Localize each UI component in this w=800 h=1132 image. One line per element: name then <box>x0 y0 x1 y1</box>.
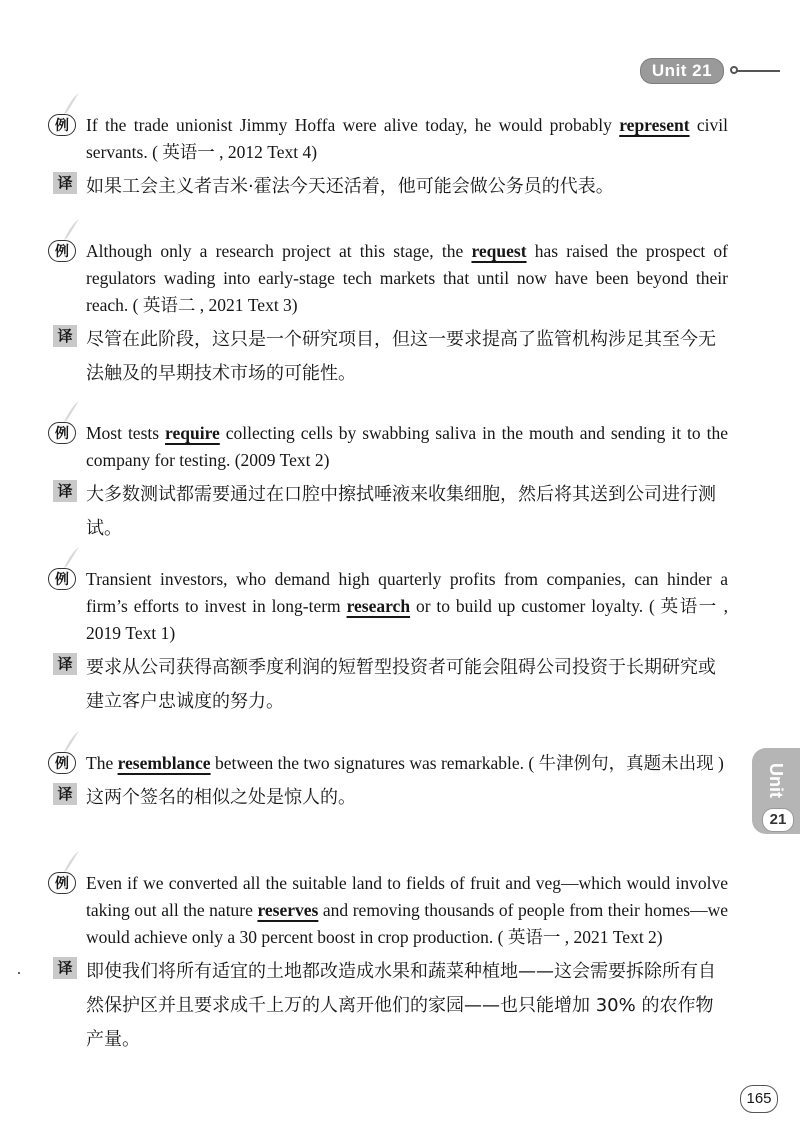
keyword: research <box>346 596 411 616</box>
side-unit-label: Unit <box>766 763 786 798</box>
example-badge: 例 <box>48 114 76 136</box>
example-text: If the trade unionist Jimmy Hoffa were alive today, he would probably represent civil servants. ( 英语一 , 2012 Text 4) <box>86 115 728 162</box>
example-sentence <box>48 238 728 319</box>
scan-speck <box>18 972 20 974</box>
example-block-5 <box>48 750 728 815</box>
example-text: Transient investors, who demand high quarterly profits from companies, can hinder a firm’s efforts to invest in long-term research or to build up customer loyalty. ( 英语一 , 2019 Text 1) <box>86 569 729 643</box>
translation-text: 如果工会主义者吉米·霍法今天还活着，他可能会做公务员的代表。 <box>86 176 614 197</box>
translation-badge: 译 <box>53 480 77 502</box>
example-badge: 例 <box>48 422 76 444</box>
translation-text: 尽管在此阶段，这只是一个研究项目，但这一要求提高了监管机构涉足其至今无法触及的早期技术市场的可能性。 <box>86 329 716 384</box>
translation-badge: 译 <box>53 957 77 979</box>
unit-label: Unit 21 <box>640 58 724 84</box>
translation-badge: 译 <box>53 172 77 194</box>
example-block-1 <box>48 112 728 204</box>
quill-icon <box>62 218 80 242</box>
keyword: request <box>471 241 527 261</box>
translation-text: 即使我们将所有适宜的土地都改造成水果和蔬菜种植地——这会需要拆除所有自然保护区并且要求成千上万的人离开他们的家园——也只能增加 30% 的农作物产量。 <box>86 961 716 1050</box>
keyword: require <box>165 423 220 443</box>
translation <box>48 478 728 546</box>
example-badge: 例 <box>48 568 76 590</box>
translation-badge: 译 <box>53 783 77 805</box>
keyword: represent <box>619 115 690 135</box>
example-sentence <box>48 112 728 166</box>
translation <box>48 170 728 204</box>
example-badge: 例 <box>48 240 76 262</box>
translation-text: 大多数测试都需要通过在口腔中擦拭唾液来收集细胞，然后将其送到公司进行测试。 <box>86 484 716 539</box>
side-unit-number: 21 <box>762 808 794 832</box>
translation-badge: 译 <box>53 325 77 347</box>
example-text: Most tests require collecting cells by swabbing saliva in the mouth and sending it to the company for testing. (2009 Text 2) <box>86 423 728 470</box>
quill-icon <box>62 400 80 424</box>
example-badge: 例 <box>48 872 76 894</box>
keyword: resemblance <box>117 753 211 773</box>
example-text: The resemblance between the two signatures was remarkable. ( 牛津例句，真题未出现 ) <box>86 753 724 773</box>
example-block-6 <box>48 870 728 1057</box>
example-sentence <box>48 420 728 474</box>
translation-badge: 译 <box>53 653 77 675</box>
example-block-4 <box>48 566 728 719</box>
quill-icon <box>62 92 80 116</box>
example-block-2 <box>48 238 728 391</box>
example-sentence <box>48 870 728 951</box>
example-text: Although only a research project at this stage, the request has raised the prospect of regulators wading into early-stage tech markets that until now have been beyond their reach. ( 英语二 , 2021 Text 3) <box>86 241 728 315</box>
example-badge: 例 <box>48 752 76 774</box>
example-block-3 <box>48 420 728 546</box>
example-sentence <box>48 566 728 647</box>
translation <box>48 323 728 391</box>
quill-icon <box>62 730 80 754</box>
example-sentence <box>48 750 728 777</box>
keyword: reserves <box>257 900 319 920</box>
translation <box>48 955 728 1057</box>
page-number: 165 <box>740 1085 778 1113</box>
translation <box>48 781 728 815</box>
quill-icon <box>62 850 80 874</box>
translation-text: 要求从公司获得高额季度利润的短暂型投资者可能会阻碍公司投资于长期研究或建立客户忠诚度的努力。 <box>86 657 716 712</box>
header-rule <box>736 70 780 72</box>
example-text: Even if we converted all the suitable land to fields of fruit and veg—which would involve taking out all the nature reserves and removing thousands of people from their homes—we would achieve only a 30 percent boost in crop production. ( 英语一 , 2021 Text 2) <box>86 873 728 947</box>
translation <box>48 651 728 719</box>
quill-icon <box>62 546 80 570</box>
translation-text: 这两个签名的相似之处是惊人的。 <box>86 787 356 808</box>
